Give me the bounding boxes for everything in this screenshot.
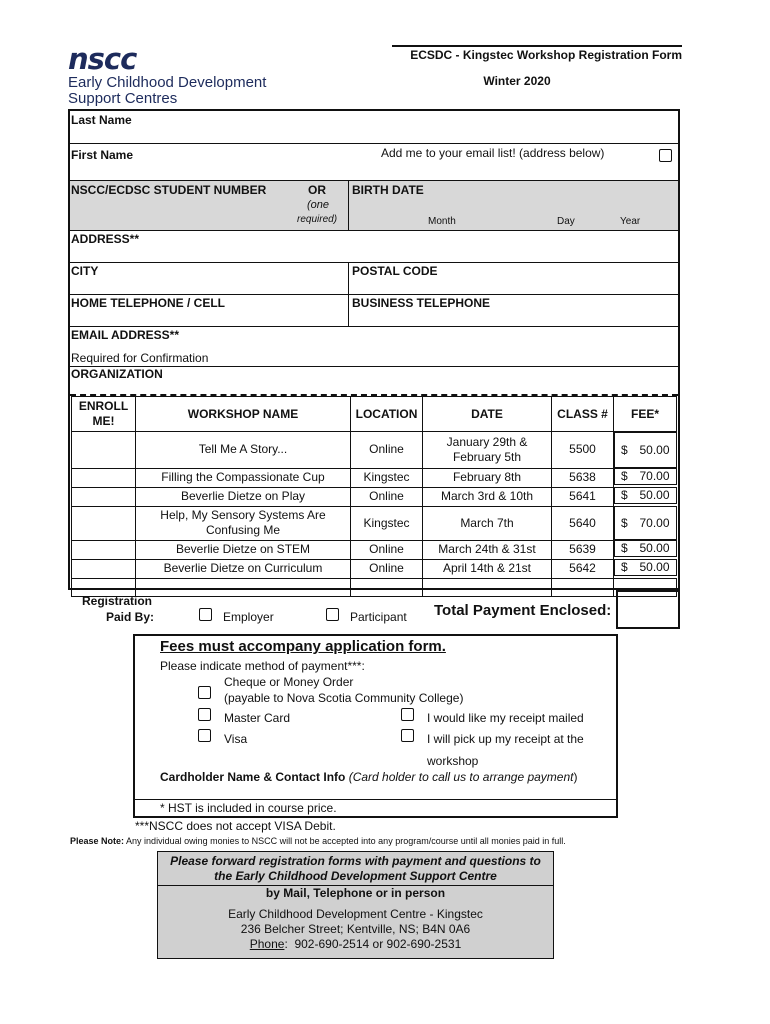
forward-line-4: Early Childhood Development Centre - Kingstec (228, 907, 483, 921)
class-cell: 5500 (552, 432, 614, 469)
location-cell: Online (351, 432, 423, 469)
header-workshop-name: WORKSHOP NAME (136, 397, 351, 432)
organization-row[interactable] (70, 367, 678, 396)
class-cell: 5638 (552, 468, 614, 487)
home-phone-label[interactable]: HOME TELEPHONE / CELL (71, 296, 226, 310)
header-enroll: ENROLL ME! (72, 397, 136, 432)
fee-cell: $ 50.00 (614, 559, 677, 576)
forward-line-3: by Mail, Telephone or in person (265, 886, 446, 900)
fee-cell: $ 50.00 (614, 432, 677, 468)
receipt-pickup-label-1: I will pick up my receipt at the (427, 732, 584, 746)
receipt-mailed-label: I would like my receipt mailed (427, 711, 584, 725)
logo-line-2: Support Centres (68, 90, 178, 107)
table-row-empty (72, 578, 677, 596)
required-confirmation: Required for Confirmation (71, 351, 209, 365)
organization-label: ORGANIZATION (71, 367, 163, 381)
workshop-table (71, 396, 677, 597)
first-name-label: First Name (71, 148, 134, 162)
enroll-cell[interactable] (72, 468, 136, 487)
workshop-name-cell: Tell Me A Story... (136, 432, 351, 469)
season-label: Winter 2020 (483, 74, 551, 88)
receipt-mailed-checkbox[interactable] (401, 708, 414, 721)
city-label[interactable]: CITY (71, 264, 99, 278)
student-birth-row (70, 181, 678, 231)
location-cell: Online (351, 487, 423, 506)
date-cell: March 24th & 31st (423, 540, 552, 559)
telephone-row (70, 295, 678, 327)
date-cell: March 7th (423, 506, 552, 540)
employer-label: Employer (223, 610, 274, 624)
email-list-checkbox[interactable] (659, 149, 672, 162)
mastercard-checkbox[interactable] (198, 708, 211, 721)
total-payment-label: Total Payment Enclosed: (434, 602, 612, 619)
one-required-2: required) (297, 214, 338, 225)
address-row[interactable] (70, 231, 678, 263)
enroll-cell[interactable] (72, 432, 136, 469)
email-row[interactable] (70, 327, 678, 367)
month-label: Month (428, 216, 456, 227)
forward-box (157, 851, 554, 959)
visa-checkbox[interactable] (198, 729, 211, 742)
forward-line-1: Please forward registration forms with payment and questions to (170, 854, 541, 868)
birth-date-label: BIRTH DATE (352, 183, 424, 197)
table-row (72, 487, 677, 506)
total-payment-input[interactable] (616, 590, 680, 629)
cheque-label: Cheque or Money Order (224, 675, 354, 689)
reg-paid-label-2: Paid By: (106, 610, 155, 624)
location-cell: Kingstec (351, 468, 423, 487)
day-label: Day (557, 216, 575, 227)
hst-note: * HST is included in course price. (160, 801, 337, 815)
enroll-cell[interactable] (72, 506, 136, 540)
table-row (72, 559, 677, 578)
table-row (72, 432, 677, 469)
indicate-method: Please indicate method of payment***: (160, 659, 365, 673)
participant-label: Participant (350, 610, 407, 624)
location-cell: Kingstec (351, 506, 423, 540)
fee-cell: $ 70.00 (614, 506, 677, 540)
one-required-1: (one (307, 199, 330, 211)
header-fee: FEE* (614, 397, 677, 432)
employer-checkbox[interactable] (199, 608, 212, 621)
header-location: LOCATION (351, 397, 423, 432)
payment-method-box (133, 634, 618, 818)
nscc-logo: nscc (68, 42, 137, 76)
registration-form-frame (68, 109, 680, 590)
class-cell: 5642 (552, 559, 614, 578)
student-number-label: NSCC/ECDSC STUDENT NUMBER (71, 183, 267, 197)
forward-line-5: 236 Belcher Street; Kentville, NS; B4N 0A6 (240, 922, 471, 936)
reg-paid-label-1: Registration (82, 594, 153, 608)
business-phone-label[interactable]: BUSINESS TELEPHONE (352, 296, 491, 310)
year-label: Year (620, 216, 641, 227)
postal-code-label[interactable]: POSTAL CODE (352, 264, 438, 278)
class-cell: 5640 (552, 506, 614, 540)
receipt-pickup-label-2: workshop (427, 754, 479, 768)
class-cell: 5641 (552, 487, 614, 506)
fees-must-heading: Fees must accompany application form. (160, 638, 446, 655)
or-label: OR (308, 183, 326, 197)
cheque-checkbox[interactable] (198, 686, 211, 699)
workshop-name-cell: Beverlie Dietze on STEM (136, 540, 351, 559)
forward-phone: Phone: 902-690-2514 or 902-690-2531 (249, 937, 462, 951)
visa-label: Visa (224, 732, 248, 746)
header-rule (392, 45, 682, 47)
mastercard-label: Master Card (224, 711, 291, 725)
workshop-name-cell: Help, My Sensory Systems Are Confusing Me (136, 506, 351, 540)
enroll-cell[interactable] (72, 487, 136, 506)
last-name-label: Last Name (71, 113, 132, 127)
cardholder-line[interactable]: Cardholder Name & Contact Info (Card holder to call us to arrange payment) (160, 770, 578, 784)
workshop-name-cell: Beverlie Dietze on Curriculum (136, 559, 351, 578)
table-header-row (72, 397, 677, 432)
city-postal-row (70, 263, 678, 295)
date-cell: March 3rd & 10th (423, 487, 552, 506)
date-cell: February 8th (423, 468, 552, 487)
payable-note: (payable to Nova Scotia Community College) (224, 691, 464, 705)
table-row (72, 540, 677, 559)
forward-line-2: the Early Childhood Development Support Centre (214, 869, 497, 883)
date-cell: January 29th & February 5th (423, 432, 552, 469)
fee-cell: $ 70.00 (614, 468, 677, 485)
enroll-cell[interactable] (72, 540, 136, 559)
location-cell: Online (351, 559, 423, 578)
logo-line-1: Early Childhood Development (68, 74, 267, 91)
header-class: CLASS # (552, 397, 614, 432)
last-name-row[interactable] (70, 111, 678, 144)
receipt-pickup-checkbox[interactable] (401, 729, 414, 742)
workshop-name-cell: Filling the Compassionate Cup (136, 468, 351, 487)
header-date: DATE (423, 397, 552, 432)
table-row (72, 468, 677, 487)
participant-checkbox[interactable] (326, 608, 339, 621)
please-note: Please Note: Any individual owing monies to NSCC will not be accepted into any program/course until all monies paid in full. (70, 836, 566, 846)
first-name-row[interactable] (70, 144, 678, 181)
class-cell: 5639 (552, 540, 614, 559)
date-cell: April 14th & 21st (423, 559, 552, 578)
address-label: ADDRESS** (71, 232, 140, 246)
email-address-label: EMAIL ADDRESS** (71, 328, 180, 342)
workshop-name-cell: Beverlie Dietze on Play (136, 487, 351, 506)
enroll-cell[interactable] (72, 559, 136, 578)
fee-cell: $ 50.00 (614, 540, 677, 557)
table-row (72, 506, 677, 540)
form-title: ECSDC - Kingstec Workshop Registration Form (410, 48, 682, 62)
location-cell: Online (351, 540, 423, 559)
no-visa-debit-note: ***NSCC does not accept VISA Debit. (135, 819, 336, 833)
email-list-label: Add me to your email list! (address below) (381, 146, 605, 160)
fee-cell: $ 50.00 (614, 487, 677, 504)
